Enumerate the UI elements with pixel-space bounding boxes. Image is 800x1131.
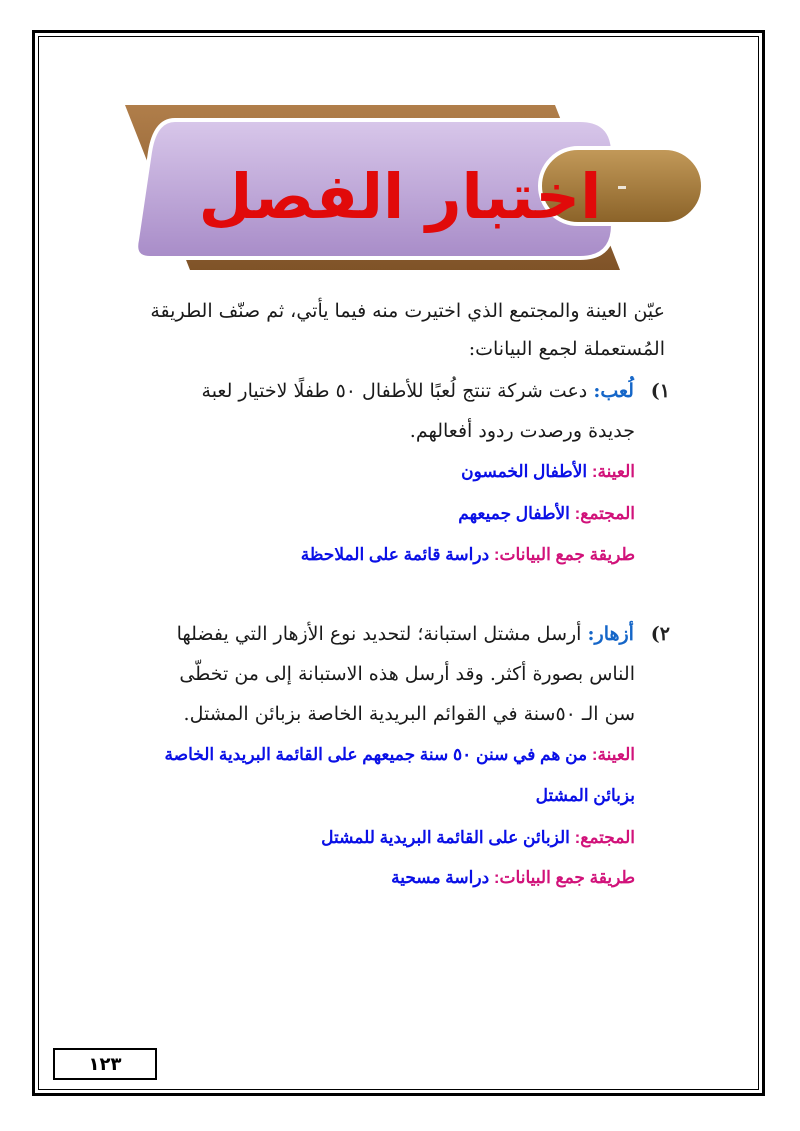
q1-number: ١) — [650, 380, 670, 402]
q1-sample-value: الأطفال الخمسون — [461, 462, 588, 481]
q2-number: ٢) — [650, 623, 670, 645]
q1-keyword: لُعب: — [593, 380, 634, 402]
q2-population — [321, 828, 635, 848]
q2-sample — [165, 745, 635, 765]
q1-line-1 — [202, 380, 670, 402]
q2-line-1 — [177, 623, 670, 645]
q1-population-value: الأطفال جميعهم — [458, 504, 570, 523]
q2-sample-cont: بزبائن المشتل — [535, 786, 635, 805]
q2-method-value: دراسة مسحية — [391, 868, 490, 887]
q2-line-2: الناس بصورة أكثر. وقد أرسل هذه الاستبانة إلى من تخطّى — [179, 663, 635, 685]
q2-line-3: سن الـ ٥٠سنة في القوائم البريدية الخاصة بزبائن المشتل. — [183, 703, 635, 725]
q1-population-label: المجتمع: — [574, 504, 635, 523]
intro-line-1: عيّن العينة والمجتمع الذي اختيرت منه فيما يأتي، ثم صنّف الطريقة — [150, 300, 665, 322]
q1-method-value: دراسة قائمة على الملاحظة — [300, 545, 490, 564]
page-number: ١٢٣ — [53, 1048, 157, 1080]
q2-sample-value-1: من هم في سنن ٥٠ سنة جميعهم على القائمة البريدية الخاصة — [164, 745, 588, 764]
q2-text-1: أرسل مشتل استبانة؛ لتحديد نوع الأزهار التي يفضلها — [176, 623, 582, 645]
q1-text-1: دعت شركة تنتج لُعبًا للأطفال ٥٠ طفلًا لاختيار لعبة — [201, 380, 588, 402]
q2-sample-label: العينة: — [591, 745, 635, 764]
intro-line-2: المُستعملة لجمع البيانات: — [468, 338, 665, 360]
q1-sample — [461, 462, 635, 482]
q1-population — [458, 504, 635, 524]
q2-keyword: أزهار: — [587, 623, 634, 645]
q2-method — [391, 868, 635, 888]
q2-population-value: الزبائن على القائمة البريدية للمشتل — [321, 828, 570, 847]
chapter-test-banner — [115, 100, 715, 290]
q1-method — [301, 545, 635, 565]
banner-title: اختبار الفصل — [198, 159, 602, 233]
q2-method-label: طريقة جمع البيانات: — [493, 868, 635, 887]
q1-method-label: طريقة جمع البيانات: — [493, 545, 635, 564]
q2-population-label: المجتمع: — [574, 828, 635, 847]
q1-line-2: جديدة ورصدت ردود أفعالهم. — [409, 420, 635, 442]
q1-sample-label: العينة: — [591, 462, 635, 481]
